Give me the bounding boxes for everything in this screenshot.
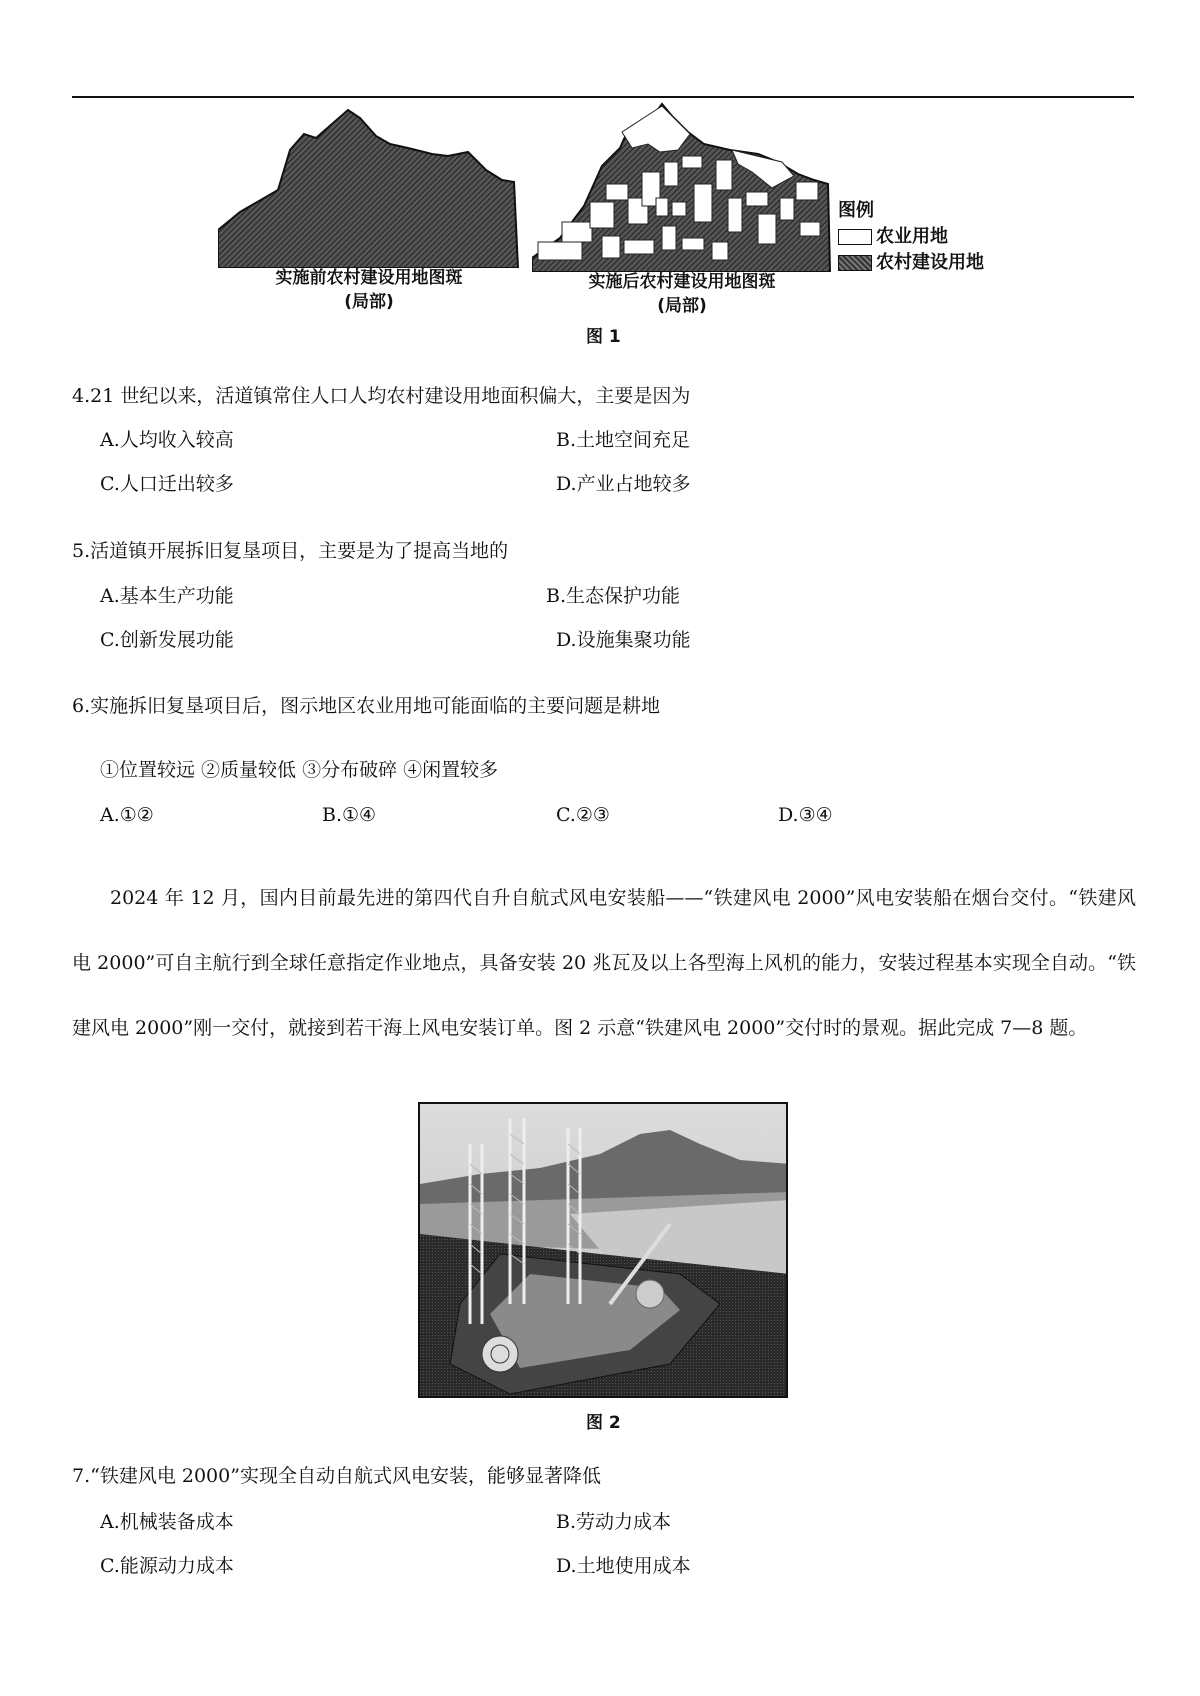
figure-1-label: 图 1 (586, 327, 621, 347)
legend-label-construction: 农村建设用地 (876, 252, 984, 273)
question-6-option-d: D.③④ (778, 804, 833, 826)
question-7-option-b: B.劳动力成本 (556, 1511, 672, 1533)
question-7-stem: 7.“铁建风电 2000”实现全自动自航式风电安装，能够显著降低 (72, 1465, 601, 1487)
map-before (218, 108, 520, 268)
question-6-option-a: A.①② (100, 804, 154, 826)
question-4-stem: 4.21 世纪以来，活道镇常住人口人均农村建设用地面积偏大，主要是因为 (72, 385, 691, 407)
legend-title: 图例 (838, 200, 874, 221)
figure-1 (0, 100, 1200, 350)
figure-2-label: 图 2 (586, 1413, 621, 1433)
top-rule (72, 96, 1134, 98)
map-before-caption-sub: (局部) (344, 292, 394, 312)
question-6-option-c: C.②③ (556, 804, 610, 826)
legend-label-farmland: 农业用地 (876, 226, 948, 247)
question-7-option-d: D.土地使用成本 (556, 1555, 691, 1577)
question-5-option-d: D.设施集聚功能 (556, 629, 691, 651)
map-after-caption-sub: (局部) (657, 296, 707, 316)
question-6-stem: 6.实施拆旧复垦项目后，图示地区农业用地可能面临的主要问题是耕地 (72, 695, 661, 717)
figure-2-photo (418, 1102, 788, 1398)
reading-passage: 2024 年 12 月，国内目前最先进的第四代自升自航式风电安装船——“铁建风电 2000”风电安装船在烟台交付。“铁建风电 2000”可自主航行到全球任意指定作业地点，具备安装 20 兆瓦及以上各型海上风机的能力，安装过程基本实现全自动。“铁建风电 2000”刚一交付，就接到若干海上风电安装订单。图 2 示意“铁建风电 2000”交付时的景观。据此完成 7—8 题。 (72, 887, 1136, 1039)
map-before-caption-title: 实施前农村建设用地图斑 (275, 268, 463, 288)
question-4-option-d: D.产业占地较多 (556, 473, 691, 495)
question-7-option-a: A.机械装备成本 (100, 1511, 234, 1533)
map-before-caption (218, 266, 520, 314)
map-after-caption (532, 270, 832, 318)
legend-swatch-farmland (838, 229, 872, 245)
map-after-caption-title: 实施后农村建设用地图斑 (588, 272, 776, 292)
map-after (532, 102, 832, 272)
question-4-option-b: B.土地空间充足 (556, 429, 691, 451)
question-4-option-a: A.人均收入较高 (100, 429, 234, 451)
wind-installation-ship-image (420, 1104, 788, 1398)
question-5-option-a: A.基本生产功能 (100, 585, 234, 607)
question-7-option-c: C.能源动力成本 (100, 1555, 234, 1577)
map-legend (838, 198, 984, 276)
question-5-option-c: C.创新发展功能 (100, 629, 234, 651)
question-6-items: ①位置较远 ②质量较低 ③分布破碎 ④闲置较多 (100, 759, 499, 781)
question-5-option-b: B.生态保护功能 (546, 585, 681, 607)
legend-item-construction (838, 250, 984, 276)
question-6-option-b: B.①④ (322, 804, 377, 826)
legend-item-farmland (838, 224, 984, 250)
legend-swatch-construction (838, 255, 872, 271)
question-4-option-c: C.人口迁出较多 (100, 473, 234, 495)
question-5-stem: 5.活道镇开展拆旧复垦项目，主要是为了提高当地的 (72, 540, 509, 562)
